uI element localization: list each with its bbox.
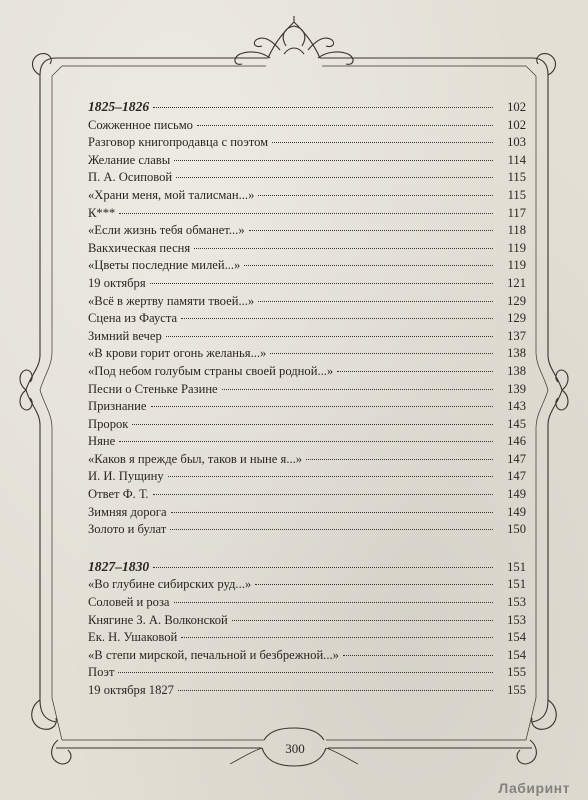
page-number: 300 — [285, 741, 305, 756]
page-ref: 119 — [507, 240, 526, 255]
leader-dots — [153, 95, 493, 108]
page-ref: 154 — [507, 630, 526, 645]
leader-dots — [244, 253, 493, 266]
entry-title: Княгине З. А. Волконской — [88, 612, 228, 627]
page-ref: 119 — [507, 258, 526, 273]
leader-dots — [118, 660, 493, 673]
entry-title: Зимняя дорога — [88, 504, 167, 519]
page-ref: 139 — [507, 381, 526, 396]
toc-entry[interactable] — [88, 520, 526, 538]
page-ref: 153 — [507, 595, 526, 610]
entry-title: «Цветы последние милей...» — [88, 258, 241, 273]
page-ref: 117 — [507, 205, 526, 220]
page-ref: 129 — [507, 293, 526, 308]
entry-title: «В крови горит огонь желанья...» — [88, 346, 267, 361]
entry-title: Песни о Стеньке Разине — [88, 381, 218, 396]
leader-dots — [222, 377, 493, 390]
leader-dots — [249, 218, 493, 231]
leader-dots — [181, 625, 493, 638]
page-ref: 129 — [507, 311, 526, 326]
entry-title: К*** — [88, 205, 116, 220]
page-ref: 155 — [507, 665, 526, 680]
page-ref: 103 — [507, 135, 526, 150]
entry-title: «Храни меня, мой талисман...» — [88, 187, 255, 202]
entry-title: Поэт — [88, 665, 115, 680]
entry-title: 19 октября 1827 — [88, 683, 174, 697]
leader-dots — [168, 464, 493, 477]
leader-dots — [166, 324, 493, 337]
labirint-watermark: Лабиринт — [498, 780, 570, 796]
entry-title: Няне — [88, 434, 116, 449]
entry-title: Ответ Ф. Т. — [88, 487, 149, 502]
entry-title: «Если жизнь тебя обманет...» — [88, 223, 245, 238]
page-ref: 145 — [507, 416, 526, 431]
leader-dots — [232, 608, 493, 621]
leader-dots — [181, 306, 493, 319]
page-ref: 149 — [507, 487, 526, 502]
page-ref: 147 — [507, 469, 526, 484]
entry-title: Признание — [88, 399, 147, 414]
entry-title: Ек. Н. Ушаковой — [88, 630, 178, 645]
entry-title: «В степи мирской, печальной и безбрежной...» — [88, 647, 339, 662]
page-ref: 151 — [507, 577, 526, 592]
leader-dots — [119, 201, 493, 214]
entry-title: Соловей и роза — [88, 595, 170, 610]
leader-dots — [150, 271, 493, 284]
entry-title: «Во глубине сибирских руд...» — [88, 577, 252, 592]
leader-dots — [176, 165, 493, 178]
page-ref: 154 — [507, 647, 526, 662]
toc-entry[interactable] — [88, 681, 526, 699]
page-ref: 115 — [507, 170, 526, 185]
page-ref: 114 — [507, 152, 526, 167]
leader-dots — [194, 236, 493, 249]
leader-dots — [170, 517, 493, 530]
leader-dots — [258, 183, 493, 196]
page-ref: 151 — [507, 559, 526, 574]
leader-dots — [151, 394, 493, 407]
page-ref: 147 — [507, 451, 526, 466]
leader-dots — [174, 148, 493, 161]
page-ref: 138 — [507, 363, 526, 378]
entry-title: «Каков я прежде был, таков и ныне я...» — [88, 451, 303, 466]
leader-dots — [178, 678, 493, 691]
entry-title: П. А. Осиповой — [88, 170, 173, 185]
leader-dots — [270, 341, 493, 354]
page-ref: 143 — [507, 399, 526, 414]
leader-dots — [343, 643, 493, 656]
section-title: 1827–1830 — [88, 558, 150, 574]
leader-dots — [174, 590, 493, 603]
entry-title: Разговор книгопродавца с поэтом — [88, 135, 269, 150]
page-ref: 118 — [507, 223, 526, 238]
leader-dots — [258, 289, 493, 302]
leader-dots — [255, 572, 493, 585]
entry-title: И. И. Пущину — [88, 469, 164, 484]
page-ref: 146 — [507, 434, 526, 449]
page-ref: 153 — [507, 612, 526, 627]
table-of-contents — [88, 98, 526, 699]
section-title: 1825–1826 — [88, 99, 150, 114]
page-ref: 115 — [507, 187, 526, 202]
entry-title: «Под небом голубым страны своей родной...» — [88, 363, 334, 378]
leader-dots — [171, 500, 493, 513]
page-ref: 102 — [507, 117, 526, 132]
leader-dots — [153, 555, 493, 568]
entry-title: Желание славы — [88, 152, 171, 167]
entry-title: Золото и булат — [88, 522, 167, 537]
entry-title: Пророк — [88, 416, 129, 431]
leader-dots — [337, 359, 493, 372]
entry-title: 19 октября — [88, 275, 146, 290]
page-ref: 121 — [507, 275, 526, 290]
leader-dots — [153, 482, 493, 495]
leader-dots — [132, 412, 493, 425]
page-ref: 102 — [507, 100, 526, 114]
leader-dots — [306, 447, 493, 460]
entry-title: Сожженное письмо — [88, 117, 193, 132]
entry-title: Сцена из Фауста — [88, 311, 178, 326]
leader-dots — [197, 113, 493, 126]
page-ref: 150 — [507, 522, 526, 537]
leader-dots — [119, 429, 493, 442]
page-ref: 149 — [507, 504, 526, 519]
entry-title: Вакхическая песня — [88, 240, 191, 255]
entry-title: «Всё в жертву памяти твоей...» — [88, 293, 255, 308]
page-ref: 138 — [507, 346, 526, 361]
entry-title: Зимний вечер — [88, 328, 162, 343]
leader-dots — [272, 130, 493, 143]
page-ref: 137 — [507, 328, 526, 343]
page-ref: 155 — [507, 683, 526, 697]
